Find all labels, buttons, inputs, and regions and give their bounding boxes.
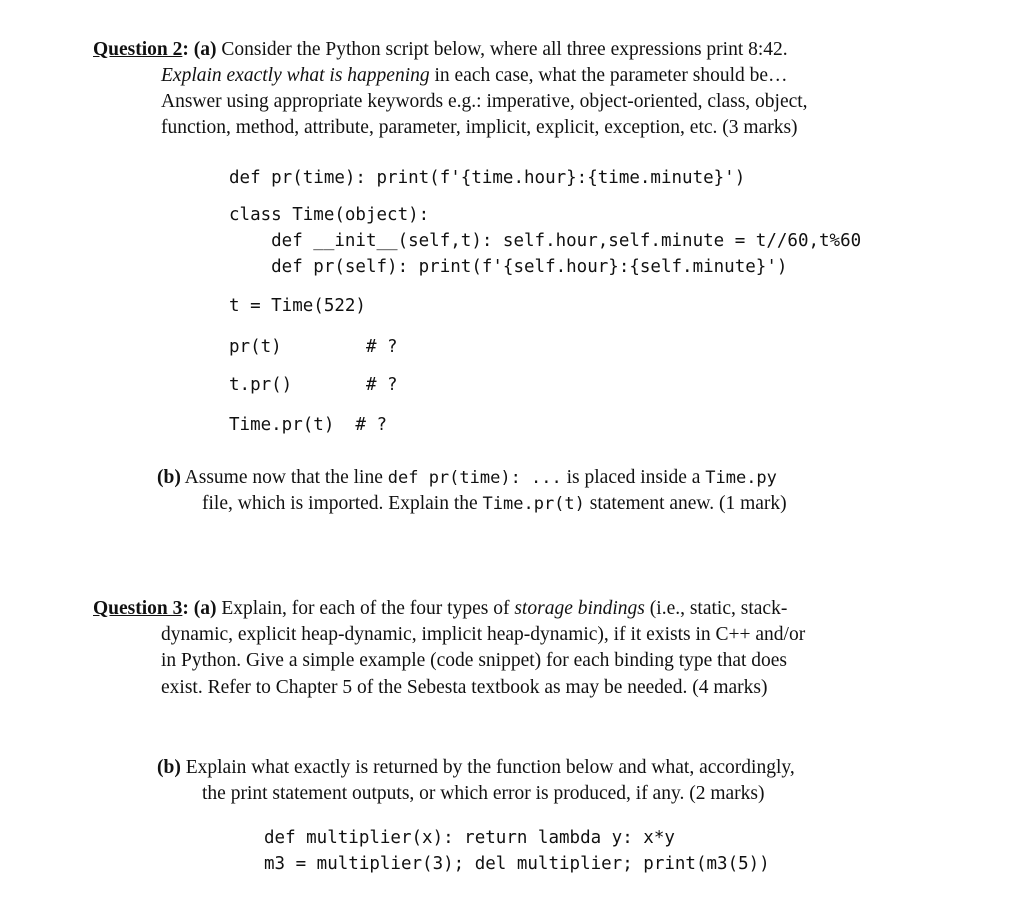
q2-b-text-1: Assume now that the line: [184, 467, 388, 488]
q2-line-4: [161, 115, 798, 141]
q2-heading: Question 2: [93, 39, 183, 60]
q2-code-line-5: t = Time(522): [229, 296, 366, 316]
q3-a-text-4: exist. Refer to Chapter 5 of the Sebesta textbook as may be needed. (4 marks): [161, 677, 768, 698]
q2-a-text-3: Answer using appropriate keywords e.g.: imperative, object-oriented, class, object,: [161, 91, 808, 112]
q2-part-a-label: (a): [193, 39, 217, 60]
q3-a-text-1b: (i.e., static, stack-: [644, 598, 788, 619]
q2-b-text-4: statement anew. (1 mark): [584, 493, 787, 514]
q3-line-4: [161, 675, 767, 701]
q2-b-inline-code-3: Time.pr(t): [482, 494, 585, 514]
q2-b-inline-code-2: Time.py: [705, 468, 777, 488]
q2-a-italic: Explain exactly what is happening: [161, 65, 430, 86]
q3-b-text-1: Explain what exactly is returned by the function below and what, accordingly,: [185, 757, 795, 778]
q3-heading: Question 3: [93, 598, 183, 619]
q2-line-2: [161, 63, 788, 89]
q2-code-line-8: Time.pr(t) # ?: [229, 415, 388, 435]
q2-b-text-3: file, which is imported. Explain the: [202, 493, 483, 514]
q2-code-line-3: def __init__(self,t): self.hour,self.minute = t//60,t%60: [229, 231, 862, 251]
q2-code-line-7: t.pr() # ?: [229, 375, 398, 395]
q2-code-line-4: def pr(self): print(f'{self.hour}:{self.minute}'): [229, 257, 788, 277]
q2-part-b-label: (b): [157, 467, 181, 488]
q3-part-a-label: (a): [193, 598, 217, 619]
q3-a-text-2: dynamic, explicit heap-dynamic, implicit heap-dynamic), if it exists in C++ and/or: [161, 624, 806, 645]
q3-b-line-1: [157, 755, 795, 781]
q2-a-text-2: in each case, what the parameter should be…: [429, 65, 788, 86]
q2-code-line-2: class Time(object):: [229, 205, 430, 225]
q2-b-line-1: [157, 465, 777, 491]
q3-line-1: Question 3: (a) Explain, for each of the four types of storage bindings (i.e., static, stack-: [93, 598, 788, 619]
q3-a-italic: storage bindings: [514, 598, 645, 619]
q2-a-text-4: function, method, attribute, parameter, implicit, explicit, exception, etc. (3 marks): [161, 117, 798, 138]
q3-code-line-2: m3 = multiplier(3); del multiplier; print(m3(5)): [264, 854, 770, 874]
q2-b-inline-code-1: def pr(time): ...: [387, 468, 562, 488]
q3-code-line-1: def multiplier(x): return lambda y: x*y: [264, 828, 675, 848]
q2-code-line-1: def pr(time): print(f'{time.hour}:{time.minute}'): [229, 168, 746, 188]
q2-b-text-2: is placed inside a: [561, 467, 706, 488]
q2-line-3: [161, 89, 808, 115]
q3-a-text-1: Explain, for each of the four types of: [221, 598, 515, 619]
q2-line-1: Question 2: (a) Consider the Python script below, where all three expressions print 8:42.: [93, 39, 788, 60]
q3-part-b-label: (b): [157, 757, 181, 778]
q2-b-line-2: [202, 491, 787, 517]
q3-line-2: [161, 622, 805, 648]
q2-code-line-6: pr(t) # ?: [229, 337, 398, 357]
q3-line-3: [161, 648, 787, 674]
q3-b-text-2: the print statement outputs, or which error is produced, if any. (2 marks): [202, 783, 765, 804]
q2-a-text-1: Consider the Python script below, where all three expressions print 8:42.: [221, 39, 788, 60]
q3-b-line-2: [202, 781, 764, 807]
q3-a-text-3: in Python. Give a simple example (code snippet) for each binding type that does: [161, 650, 788, 671]
